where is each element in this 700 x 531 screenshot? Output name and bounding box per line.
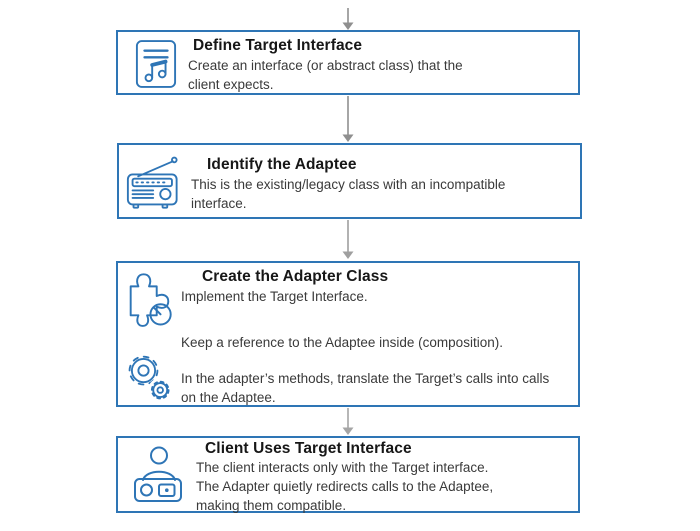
step-text-line: The client interacts only with the Target interface.: [196, 460, 489, 475]
step-text-line: In the adapter’s methods, translate the Target’s calls into calls: [181, 371, 550, 386]
radio-icon: [126, 152, 186, 210]
step-box-create-the-adapter-class: [116, 261, 580, 407]
step-text-line: interface.: [191, 196, 247, 211]
music-sheet-icon: [135, 39, 177, 89]
step-box-identify-the-adaptee: [117, 143, 582, 219]
step-text-line: client expects.: [188, 77, 274, 92]
step-box-define-target-interface: [116, 30, 580, 95]
step-text-line: Keep a reference to the Adaptee inside (composition).: [181, 335, 503, 350]
puzzle-piece-timer-icon: [122, 267, 176, 327]
arrow-down-icon: [341, 8, 355, 30]
arrow-down-icon: [341, 220, 355, 259]
step-title: Create the Adapter Class: [202, 268, 389, 285]
gears-icon: [124, 352, 176, 404]
person-operator-icon: [133, 445, 185, 503]
step-title: Identify the Adaptee: [207, 156, 357, 173]
step-text-line: making them compatible.: [196, 498, 347, 513]
step-text-line: on the Adaptee.: [181, 390, 276, 405]
step-text-line: This is the existing/legacy class with an incompatible: [191, 177, 506, 192]
step-text-line: Implement the Target Interface.: [181, 289, 368, 304]
step-text-line: Create an interface (or abstract class) that the: [188, 58, 463, 73]
step-title: Client Uses Target Interface: [205, 440, 412, 457]
step-title: Define Target Interface: [193, 37, 363, 54]
step-box-client-uses-target-interface: [116, 436, 580, 513]
arrow-down-icon: [341, 96, 355, 142]
arrow-down-icon: [341, 408, 355, 435]
step-text-line: The Adapter quietly redirects calls to the Adaptee,: [196, 479, 494, 494]
